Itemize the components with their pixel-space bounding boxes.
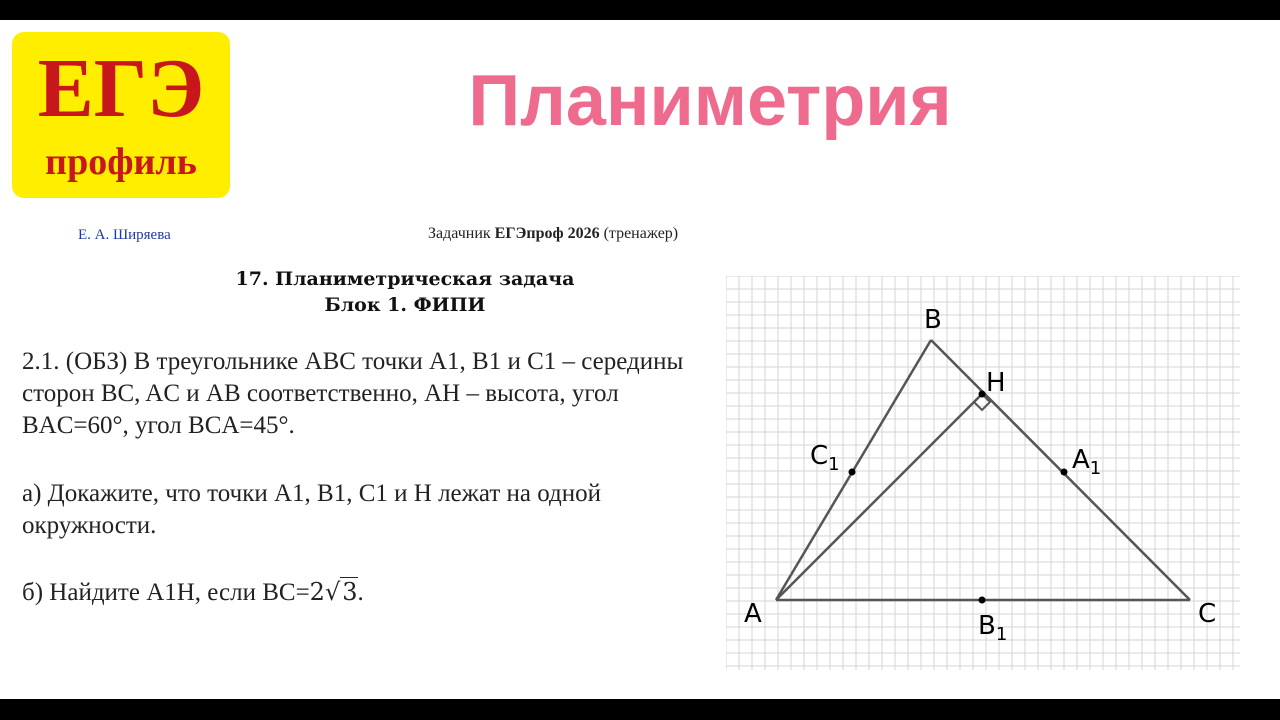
label-c: C	[1198, 599, 1217, 629]
page-title: Планиметрия	[468, 61, 952, 141]
sqrt-expression: 2√3	[309, 578, 358, 606]
bottom-black-bar	[0, 699, 1280, 720]
label-a1	[1072, 445, 1101, 479]
author-name: Е. А. Ширяева	[78, 227, 171, 243]
logo-subtitle: профиль	[45, 141, 197, 183]
sqrt-radicand: 3	[342, 578, 358, 606]
book-bold: ЕГЭпроф 2026	[494, 225, 600, 242]
book-prefix: Задачник	[428, 225, 495, 242]
triangle-figure	[726, 276, 1240, 670]
book-suffix: (тренажер)	[599, 225, 679, 242]
problem-part-a: а) Докажите, что точки A1, B1, C1 и H лежат на одной окружности.	[22, 480, 602, 539]
point-b1	[979, 597, 986, 604]
ege-logo-badge	[12, 32, 230, 198]
label-a1-letter: A	[1072, 445, 1090, 475]
part-b-end: .	[357, 579, 364, 606]
heading-line-2: Блок 1. ФИПИ	[324, 294, 486, 316]
point-h	[979, 391, 986, 398]
problem-statement: 2.1. (ОБЗ) В треугольнике ABC точки A1, B1 и C1 – середины сторон BC, AC и AB соответственно, AH – высота, угол BAC=60°, угол BCA=45°.	[22, 348, 684, 439]
label-c1-sub: 1	[828, 454, 840, 475]
label-a: A	[744, 599, 762, 629]
book-title	[428, 225, 678, 243]
label-c1-letter: C	[810, 441, 829, 471]
label-b1	[978, 611, 1007, 645]
point-a1	[1061, 469, 1068, 476]
section-heading	[130, 266, 680, 318]
label-b1-letter: B	[978, 611, 996, 641]
part-b-text: б) Найдите A1H, если BC=	[22, 579, 310, 606]
label-b1-sub: 1	[995, 624, 1008, 645]
logo-title: ЕГЭ	[37, 42, 205, 135]
label-h: H	[986, 368, 1006, 398]
top-black-bar	[0, 0, 1280, 20]
label-b: B	[924, 305, 942, 335]
label-c1	[810, 441, 840, 475]
side-bc	[931, 340, 1190, 600]
problem-part-b	[22, 576, 692, 609]
heading-line-1: 17. Планиметрическая задача	[235, 268, 575, 290]
label-a1-sub: 1	[1089, 458, 1102, 479]
sqrt-coefficient: 2	[309, 578, 325, 606]
point-c1	[849, 469, 856, 476]
